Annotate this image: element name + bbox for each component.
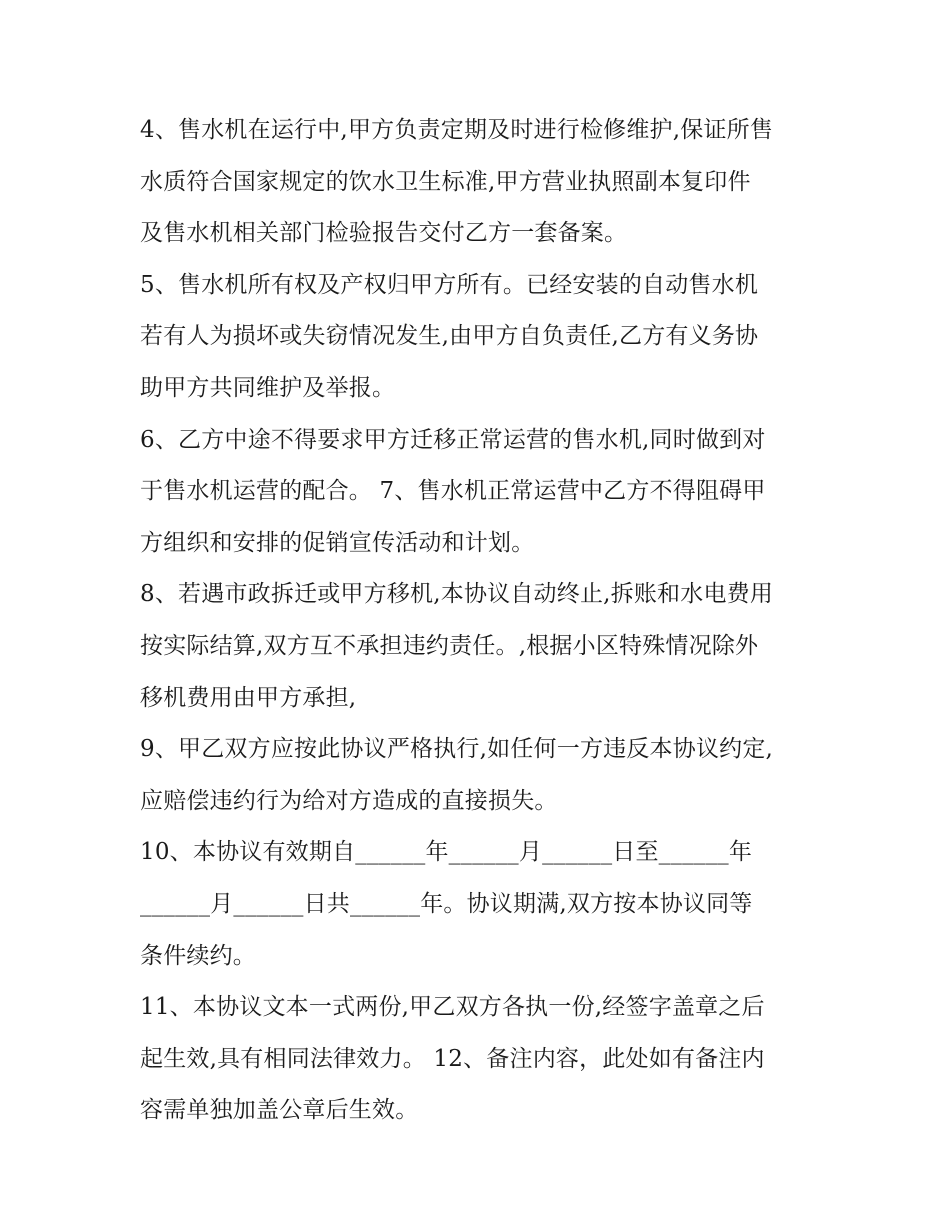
clause-7-line-3: 方组织和安排的促销宣传活动和计划。 xyxy=(140,529,535,556)
clause-8-line-2: 按实际结算,双方互不承担违约责任。,根据小区特殊情况除外 xyxy=(140,632,759,659)
clause-12-line-3: 容需单独加盖公章后生效。 xyxy=(140,1097,419,1124)
clause-9-line-1: 9、甲乙双方应按此协议严格执行,如任何一方违反本协议约定, xyxy=(140,736,774,763)
clause-10-line-1: 10、本协议有效期自______年______月______日至______年 xyxy=(140,839,753,866)
clause-4-line-1: 4、售水机在运行中,甲方负责定期及时进行检修维护,保证所售 xyxy=(140,117,774,143)
clause-4-line-2: 水质符合国家规定的饮水卫生标准,甲方营业执照副本复印件 xyxy=(140,168,751,195)
clause-4-line-3: 及售水机相关部门检验报告交付乙方一套备案。 xyxy=(140,220,628,247)
clause-11-12-line-2: 起生效,具有相同法律效力。 12、备注内容，此处如有备注内 xyxy=(140,1045,765,1072)
clause-5-line-3: 助甲方共同维护及举报。 xyxy=(140,374,396,401)
clause-5-line-1: 5、售水机所有权及产权归甲方所有。已经安装的自动售水机 xyxy=(140,271,759,298)
clause-11-line-1: 11、本协议文本一式两份,甲乙双方各执一份,经签字盖章之后 xyxy=(140,994,765,1021)
clause-6-line-1: 6、乙方中途不得要求甲方迁移正常运营的售水机,同时做到对 xyxy=(140,426,766,453)
agreement-clauses xyxy=(140,105,820,1137)
clause-5-line-2: 若有人为损坏或失窃情况发生,由甲方自负责任,乙方有义务协 xyxy=(140,323,759,350)
clause-6-7-line-2: 于售水机运营的配合。 7、售水机正常运营中乙方不得阻碍甲 xyxy=(140,478,766,505)
clause-8-line-3: 移机费用由甲方承担, xyxy=(140,684,357,711)
clause-10-line-3: 条件续约。 xyxy=(140,942,256,969)
clause-8-line-1: 8、若遇市政拆迁或甲方移机,本协议自动终止,拆账和水电费用 xyxy=(140,581,774,608)
clause-9-line-2: 应赔偿违约行为给对方造成的直接损失。 xyxy=(140,787,558,814)
clause-10-line-2: ______月______日共______年。协议期满,双方按本协议同等 xyxy=(140,890,753,917)
